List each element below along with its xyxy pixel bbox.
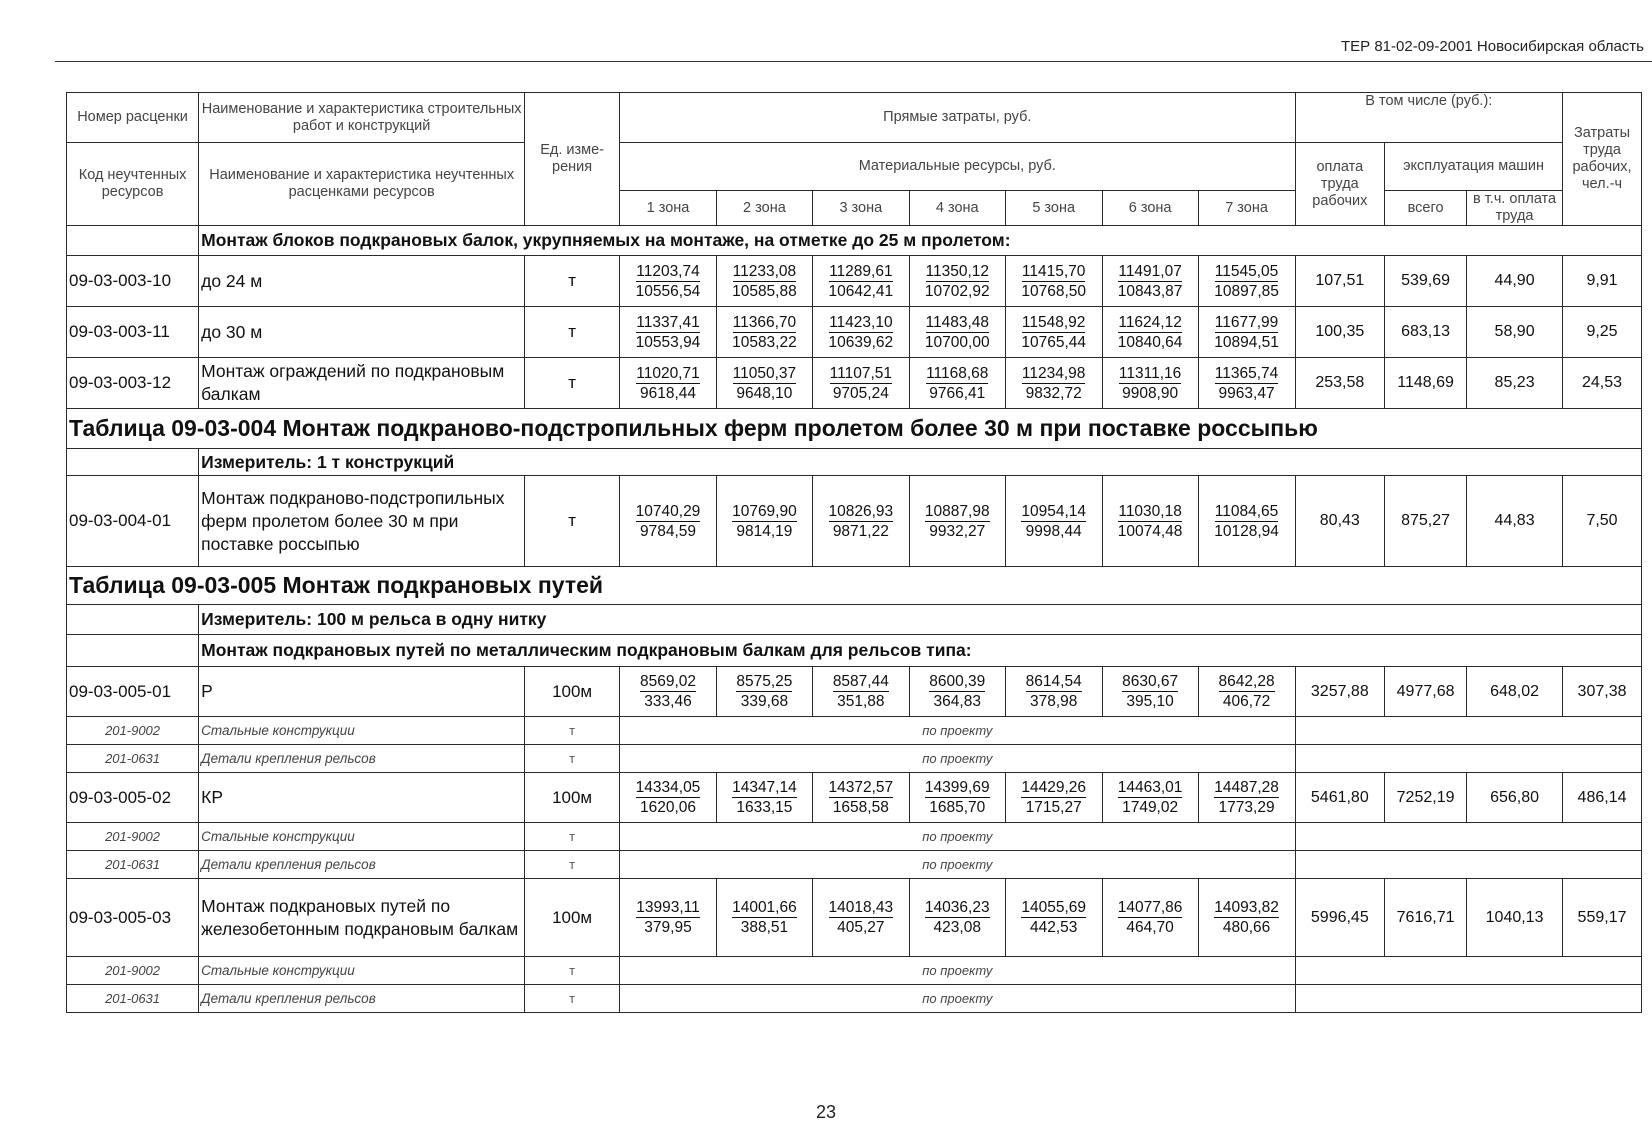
rate-row	[67, 256, 1642, 307]
direct-cost-value: 11107,51	[829, 364, 893, 382]
machines-pay-value: 648,02	[1467, 667, 1563, 717]
resource-unit: т	[525, 717, 620, 745]
resource-row	[67, 957, 1642, 985]
zone-2-price	[716, 667, 812, 717]
direct-cost-value: 14093,82	[1214, 899, 1279, 916]
direct-cost-value: 11168,68	[926, 364, 989, 382]
zone-7-price	[1198, 773, 1295, 823]
resource-empty	[1295, 985, 1641, 1013]
rate-unit: т	[525, 256, 620, 307]
rate-row	[67, 358, 1642, 409]
direct-cost-value: 11491,07	[1118, 262, 1182, 280]
meter-004: Измеритель: 1 т конструкций	[199, 449, 1642, 476]
machines-pay-value: 44,90	[1467, 256, 1563, 307]
zone-1-price	[620, 667, 717, 717]
labor-cost-value: 9,25	[1563, 307, 1642, 358]
material-cost-value: 10702,92	[924, 282, 990, 300]
direct-cost-value: 11020,71	[636, 364, 700, 382]
direct-cost-value: 11350,12	[925, 262, 989, 280]
zone-2-price	[716, 879, 812, 957]
material-cost-value: 10840,64	[1117, 333, 1183, 351]
direct-cost-value: 14487,28	[1214, 779, 1279, 796]
rate-code: 09-03-003-12	[67, 358, 199, 409]
labor-pay-value: 3257,88	[1295, 667, 1385, 717]
header-code-top: Номер расценки	[67, 93, 199, 143]
direct-cost-value: 13993,11	[636, 899, 700, 916]
zone-6-price	[1102, 476, 1198, 567]
zone-5-price	[1005, 879, 1102, 957]
zone-3-price	[812, 307, 909, 358]
zone-1-price	[620, 358, 717, 409]
resource-code: 201-0631	[67, 985, 199, 1013]
machines-total-value: 683,13	[1385, 307, 1467, 358]
direct-cost-value: 8575,25	[736, 673, 793, 690]
machines-total-value: 539,69	[1385, 256, 1467, 307]
resource-row	[67, 851, 1642, 879]
direct-cost-value: 11624,12	[1118, 313, 1182, 331]
resource-unit: т	[525, 745, 620, 773]
material-cost-value: 10765,44	[1021, 333, 1086, 351]
resource-row	[67, 823, 1642, 851]
direct-cost-value: 11548,92	[1021, 313, 1086, 331]
resource-name: Стальные конструкции	[199, 717, 525, 745]
zone-6-header: 6 зона	[1102, 191, 1198, 226]
zone-4-price	[909, 358, 1005, 409]
zone-4-price	[909, 476, 1005, 567]
direct-cost-value: 8642,28	[1218, 673, 1275, 690]
direct-cost-value: 11365,74	[1214, 364, 1279, 382]
resource-code: 201-9002	[67, 717, 199, 745]
direct-cost-value: 14347,14	[732, 779, 797, 796]
labor-pay-value: 100,35	[1295, 307, 1385, 358]
material-cost-value: 9998,44	[1025, 522, 1082, 540]
machines-pay-value: 58,90	[1467, 307, 1563, 358]
table-004-title: Таблица 09-03-004 Монтаж подкраново-подстропильных ферм пролетом более 30 м при поставке россыпью	[67, 409, 1642, 449]
table-title-row	[67, 567, 1642, 605]
labor-cost-value: 7,50	[1563, 476, 1642, 567]
labor-cost-value: 24,53	[1563, 358, 1642, 409]
material-cost-value: 9784,59	[639, 522, 696, 540]
direct-cost-value: 14372,57	[828, 779, 894, 796]
rate-code: 09-03-003-11	[67, 307, 199, 358]
direct-cost-value: 14334,05	[635, 779, 701, 796]
resource-note: по проекту	[620, 985, 1296, 1013]
direct-cost-value: 8614,54	[1025, 673, 1082, 690]
zone-4-header: 4 зона	[909, 191, 1005, 226]
header-unit: Ед. изме-рения	[525, 93, 620, 226]
resource-empty	[1295, 823, 1641, 851]
rate-name: Монтаж ограждений по подкрановым балкам	[199, 358, 525, 409]
running-head: ТЕР 81-02-09-2001 Новосибирская область	[1341, 38, 1644, 55]
resource-note: по проекту	[620, 957, 1296, 985]
zone-2-price	[716, 476, 812, 567]
header-including: В том числе (руб.):	[1295, 93, 1562, 143]
resource-code: 201-9002	[67, 823, 199, 851]
material-cost-value: 1749,02	[1122, 799, 1179, 816]
rate-code: 09-03-004-01	[67, 476, 199, 567]
meter-row	[67, 449, 1642, 476]
material-cost-value: 9648,10	[736, 384, 793, 402]
rate-unit: 100м	[525, 667, 620, 717]
material-cost-value: 379,95	[644, 919, 692, 936]
direct-cost-value: 8600,39	[929, 673, 986, 690]
header-labor-cost: Затраты труда рабочих, чел.-ч	[1563, 93, 1642, 226]
header-machines-total: всего	[1385, 191, 1467, 226]
rate-code: 09-03-005-01	[67, 667, 199, 717]
direct-cost-value: 14036,23	[924, 899, 990, 916]
zone-6-price	[1102, 307, 1198, 358]
rate-unit: т	[525, 358, 620, 409]
material-cost-value: 405,27	[837, 919, 885, 936]
section-005: Монтаж подкрановых путей по металлическим подкрановым балкам для рельсов типа:	[199, 635, 1642, 667]
header-labor-pay: оплата труда рабочих	[1295, 143, 1385, 226]
labor-cost-value: 9,91	[1563, 256, 1642, 307]
direct-cost-value: 14399,69	[924, 779, 990, 796]
zone-7-price	[1198, 476, 1295, 567]
header-machines: эксплуатация машин	[1385, 143, 1563, 191]
resource-empty	[1295, 851, 1641, 879]
direct-cost-value: 8587,44	[832, 673, 889, 690]
direct-cost-value: 10954,14	[1021, 502, 1086, 520]
material-cost-value: 1633,15	[736, 799, 793, 816]
material-cost-value: 364,83	[933, 693, 981, 710]
material-cost-value: 351,88	[837, 693, 885, 710]
rate-unit: 100м	[525, 879, 620, 957]
resource-code: 201-0631	[67, 851, 199, 879]
material-cost-value: 10556,54	[635, 282, 701, 300]
labor-pay-value: 5996,45	[1295, 879, 1385, 957]
header-name-bottom: Наименование и характеристика неучтенных расценками ресурсов	[199, 143, 525, 226]
labor-pay-value: 253,58	[1295, 358, 1385, 409]
header-code-bottom: Код неучтенных ресурсов	[67, 143, 199, 226]
direct-cost-value: 8569,02	[639, 673, 696, 690]
rate-unit: т	[525, 307, 620, 358]
material-cost-value: 10642,41	[828, 282, 894, 300]
direct-cost-value: 14463,01	[1117, 779, 1183, 796]
material-cost-value: 10074,48	[1117, 522, 1183, 540]
machines-total-value: 875,27	[1385, 476, 1467, 567]
rate-name: до 24 м	[199, 256, 525, 307]
resource-unit: т	[525, 851, 620, 879]
material-cost-value: 442,53	[1029, 919, 1078, 936]
zone-1-header: 1 зона	[620, 191, 717, 226]
direct-cost-value: 11289,61	[829, 262, 893, 280]
zone-7-price	[1198, 667, 1295, 717]
zone-2-price	[716, 358, 812, 409]
zone-5-price	[1005, 773, 1102, 823]
zone-5-price	[1005, 476, 1102, 567]
meter-row	[67, 605, 1642, 635]
machines-pay-value: 1040,13	[1467, 879, 1563, 957]
rates-table	[66, 92, 1642, 1013]
material-cost-value: 10639,62	[828, 333, 894, 351]
direct-cost-value: 11677,99	[1214, 313, 1279, 331]
material-cost-value: 9963,47	[1218, 384, 1275, 402]
resource-note: по проекту	[620, 745, 1296, 773]
material-cost-value: 423,08	[933, 919, 981, 936]
zone-1-price	[620, 256, 717, 307]
table-005-title: Таблица 09-03-005 Монтаж подкрановых путей	[67, 567, 1642, 605]
resource-unit: т	[525, 985, 620, 1013]
labor-pay-value: 5461,80	[1295, 773, 1385, 823]
material-cost-value: 10583,22	[732, 333, 797, 351]
direct-cost-value: 11337,41	[636, 313, 700, 331]
header-row-2	[67, 143, 1642, 191]
direct-cost-value: 14077,86	[1117, 899, 1183, 916]
zone-3-price	[812, 256, 909, 307]
zone-3-header: 3 зона	[812, 191, 909, 226]
zone-2-price	[716, 307, 812, 358]
page-number: 23	[815, 1102, 837, 1122]
zone-5-price	[1005, 667, 1102, 717]
direct-cost-value: 14018,43	[828, 899, 894, 916]
zone-3-price	[812, 879, 909, 957]
direct-cost-value: 11234,98	[1021, 364, 1086, 382]
zone-2-price	[716, 256, 812, 307]
rate-name: до 30 м	[199, 307, 525, 358]
machines-total-value: 1148,69	[1385, 358, 1467, 409]
material-cost-value: 1620,06	[639, 799, 696, 816]
rate-row	[67, 773, 1642, 823]
zone-6-price	[1102, 256, 1198, 307]
zone-7-price	[1198, 358, 1295, 409]
material-cost-value: 1685,70	[929, 799, 986, 816]
resource-empty	[1295, 745, 1641, 773]
zone-3-price	[812, 773, 909, 823]
rate-row	[67, 879, 1642, 957]
material-cost-value: 339,68	[740, 693, 789, 710]
material-cost-value: 10553,94	[635, 333, 701, 351]
direct-cost-value: 11415,70	[1021, 262, 1086, 280]
zone-7-header: 7 зона	[1198, 191, 1295, 226]
resource-code: 201-0631	[67, 745, 199, 773]
direct-cost-value: 11366,70	[732, 313, 797, 331]
direct-cost-value: 11545,05	[1214, 262, 1279, 280]
direct-cost-value: 14001,66	[732, 899, 797, 916]
material-cost-value: 10128,94	[1214, 522, 1279, 540]
machines-total-value: 4977,68	[1385, 667, 1467, 717]
direct-cost-value: 8630,67	[1122, 673, 1179, 690]
material-cost-value: 9618,44	[639, 384, 696, 402]
resource-note: по проекту	[620, 851, 1296, 879]
direct-cost-value: 11203,74	[636, 262, 700, 280]
labor-cost-value: 559,17	[1563, 879, 1642, 957]
material-cost-value: 378,98	[1029, 693, 1078, 710]
header-name-top: Наименование и характеристика строительных работ и конструкций	[199, 93, 525, 143]
zone-1-price	[620, 773, 717, 823]
section-title: Монтаж блоков подкрановых балок, укрупняемых на монтаже, на отметке до 25 м пролетом:	[199, 226, 1642, 256]
zone-4-price	[909, 667, 1005, 717]
resource-row	[67, 745, 1642, 773]
material-cost-value: 1658,58	[832, 799, 889, 816]
resource-row	[67, 985, 1642, 1013]
rate-code: 09-03-003-10	[67, 256, 199, 307]
material-cost-value: 9908,90	[1122, 384, 1179, 402]
zone-5-price	[1005, 256, 1102, 307]
header-material: Материальные ресурсы, руб.	[620, 143, 1296, 191]
direct-cost-value: 11311,16	[1118, 364, 1182, 382]
zone-7-price	[1198, 879, 1295, 957]
zone-6-price	[1102, 773, 1198, 823]
material-cost-value: 10894,51	[1214, 333, 1279, 351]
material-cost-value: 10897,85	[1214, 282, 1279, 300]
table-title-row	[67, 409, 1642, 449]
material-cost-value: 10585,88	[732, 282, 797, 300]
rate-row	[67, 476, 1642, 567]
labor-cost-value: 486,14	[1563, 773, 1642, 823]
direct-cost-value: 11050,37	[732, 364, 797, 382]
header-row-1	[67, 93, 1642, 143]
direct-cost-value: 10826,93	[828, 502, 894, 520]
material-cost-value: 1715,27	[1025, 799, 1082, 816]
zone-1-price	[620, 307, 717, 358]
direct-cost-value: 11423,10	[829, 313, 893, 331]
material-cost-value: 9766,41	[929, 384, 986, 402]
direct-cost-value: 10769,90	[732, 502, 797, 520]
resource-unit: т	[525, 823, 620, 851]
material-cost-value: 9814,19	[736, 522, 793, 540]
resource-code: 201-9002	[67, 957, 199, 985]
material-cost-value: 395,10	[1126, 693, 1174, 710]
zone-1-price	[620, 879, 717, 957]
zone-5-price	[1005, 307, 1102, 358]
labor-pay-value: 107,51	[1295, 256, 1385, 307]
material-cost-value: 464,70	[1126, 919, 1174, 936]
direct-cost-value: 14055,69	[1021, 899, 1086, 916]
direct-cost-value: 11084,65	[1214, 502, 1279, 520]
resource-empty	[1295, 957, 1641, 985]
zone-7-price	[1198, 256, 1295, 307]
resource-name: Стальные конструкции	[199, 957, 525, 985]
material-cost-value: 9871,22	[832, 522, 889, 540]
header-machines-pay: в т.ч. оплата труда	[1467, 191, 1563, 226]
material-cost-value: 10700,00	[924, 333, 990, 351]
zone-3-price	[812, 667, 909, 717]
resource-empty	[1295, 717, 1641, 745]
material-cost-value: 1773,29	[1218, 799, 1275, 816]
machines-total-value: 7252,19	[1385, 773, 1467, 823]
zone-4-price	[909, 773, 1005, 823]
rate-row	[67, 307, 1642, 358]
resource-note: по проекту	[620, 717, 1296, 745]
machines-pay-value: 656,80	[1467, 773, 1563, 823]
zone-3-price	[812, 358, 909, 409]
material-cost-value: 10843,87	[1117, 282, 1183, 300]
labor-cost-value: 307,38	[1563, 667, 1642, 717]
rate-name: КР	[199, 773, 525, 823]
rate-unit: 100м	[525, 773, 620, 823]
zone-2-price	[716, 773, 812, 823]
header-direct-costs: Прямые затраты, руб.	[620, 93, 1296, 143]
zone-5-price	[1005, 358, 1102, 409]
direct-cost-value: 11233,08	[732, 262, 797, 280]
zone-1-price	[620, 476, 717, 567]
resource-note: по проекту	[620, 823, 1296, 851]
section-row	[67, 226, 1642, 256]
labor-pay-value: 80,43	[1295, 476, 1385, 567]
resource-name: Детали крепления рельсов	[199, 745, 525, 773]
rate-name: Монтаж подкрановых путей по железобетонным подкрановым балкам	[199, 879, 525, 957]
zone-4-price	[909, 307, 1005, 358]
material-cost-value: 10768,50	[1021, 282, 1086, 300]
rate-row	[67, 667, 1642, 717]
machines-pay-value: 44,83	[1467, 476, 1563, 567]
header-rule	[55, 61, 1652, 62]
material-cost-value: 480,66	[1222, 919, 1271, 936]
resource-name: Детали крепления рельсов	[199, 851, 525, 879]
rate-name: Монтаж подкраново-подстропильных ферм пролетом более 30 м при поставке россыпью	[199, 476, 525, 567]
section-row	[67, 635, 1642, 667]
zone-7-price	[1198, 307, 1295, 358]
material-cost-value: 333,46	[644, 693, 692, 710]
meter-005: Измеритель: 100 м рельса в одну нитку	[199, 605, 1642, 635]
rate-code: 09-03-005-03	[67, 879, 199, 957]
machines-pay-value: 85,23	[1467, 358, 1563, 409]
zone-2-header: 2 зона	[716, 191, 812, 226]
zone-5-header: 5 зона	[1005, 191, 1102, 226]
zone-4-price	[909, 256, 1005, 307]
material-cost-value: 388,51	[740, 919, 789, 936]
material-cost-value: 9705,24	[832, 384, 889, 402]
zone-6-price	[1102, 358, 1198, 409]
direct-cost-value: 11483,48	[925, 313, 989, 331]
zone-3-price	[812, 476, 909, 567]
rate-unit: т	[525, 476, 620, 567]
direct-cost-value: 14429,26	[1021, 779, 1086, 796]
resource-name: Стальные конструкции	[199, 823, 525, 851]
material-cost-value: 9832,72	[1025, 384, 1082, 402]
resource-unit: т	[525, 957, 620, 985]
resource-row	[67, 717, 1642, 745]
zone-6-price	[1102, 667, 1198, 717]
rate-code: 09-03-005-02	[67, 773, 199, 823]
rate-name: Р	[199, 667, 525, 717]
machines-total-value: 7616,71	[1385, 879, 1467, 957]
zone-6-price	[1102, 879, 1198, 957]
resource-name: Детали крепления рельсов	[199, 985, 525, 1013]
material-cost-value: 406,72	[1222, 693, 1271, 710]
zone-4-price	[909, 879, 1005, 957]
direct-cost-value: 10887,98	[924, 502, 990, 520]
direct-cost-value: 11030,18	[1118, 502, 1182, 520]
direct-cost-value: 10740,29	[635, 502, 701, 520]
material-cost-value: 9932,27	[929, 522, 986, 540]
